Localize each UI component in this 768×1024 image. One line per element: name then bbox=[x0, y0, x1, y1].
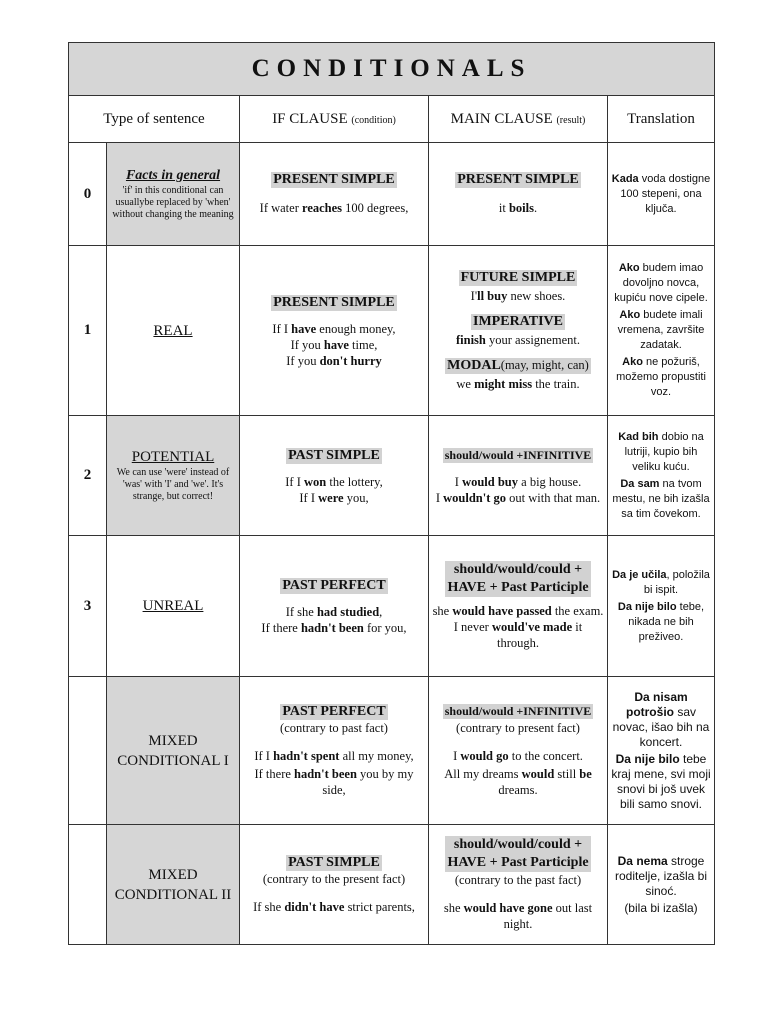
header-translation: Translation bbox=[608, 96, 715, 143]
example-text: she would have passed the exam. bbox=[432, 604, 604, 618]
tense-badge: should/would/could + HAVE + Past Participle bbox=[447, 562, 589, 595]
type-note: 'if' in this conditional can usuallybe replaced by 'when' without changing the meaning bbox=[112, 184, 234, 220]
translation-text: Da nije bilo tebe, nikada ne bih preživeo. bbox=[617, 600, 705, 643]
example-text: I would buy a big house. bbox=[454, 474, 582, 489]
if-clause-cell bbox=[240, 536, 429, 677]
example-text: If she didn't have strict parents, bbox=[253, 899, 415, 914]
tense-note: (contrary to past fact) bbox=[280, 720, 388, 735]
example-text: I wouldn't go out with that man. bbox=[435, 490, 601, 505]
example-text: it boils. bbox=[498, 201, 538, 215]
example-text: If there hadn't been for you, bbox=[261, 621, 407, 635]
example-text: All my dreams would still be dreams. bbox=[444, 766, 592, 797]
title-row bbox=[69, 43, 715, 96]
row-number: 1 bbox=[69, 246, 107, 416]
example-text: If you don't hurry bbox=[286, 353, 382, 368]
translation-text: Da sam na tvom mestu, ne bih izašla sa tim čovekom. bbox=[612, 477, 710, 520]
if-clause-cell bbox=[240, 825, 429, 945]
tense-badge: IMPERATIVE bbox=[473, 313, 563, 329]
translation-text: Kada voda dostigne 100 stepeni, ona ključa. bbox=[611, 172, 711, 215]
table-row bbox=[69, 246, 715, 416]
translation-text: Ako ne požuriš, možemo propustiti voz. bbox=[616, 356, 706, 398]
tense-badge: PRESENT SIMPLE bbox=[273, 172, 395, 187]
conditionals-sheet bbox=[68, 42, 714, 945]
tense-badge: PRESENT SIMPLE bbox=[457, 172, 579, 187]
page-title: CONDITIONALS bbox=[69, 43, 715, 96]
tense-badge: MODAL(may, might, can) bbox=[447, 357, 589, 373]
row-number bbox=[69, 677, 107, 825]
example-text: If I were you, bbox=[299, 490, 369, 505]
type-cell bbox=[107, 677, 240, 825]
row-number bbox=[69, 825, 107, 945]
translation-cell bbox=[608, 536, 715, 677]
main-clause-cell bbox=[429, 246, 608, 416]
tense-note: (contrary to present fact) bbox=[456, 720, 580, 735]
tense-badge: PRESENT SIMPLE bbox=[273, 294, 395, 310]
tense-badge: PAST SIMPLE bbox=[288, 854, 380, 870]
header-if-clause: IF CLAUSE (condition) bbox=[240, 96, 429, 143]
example-text: If I hadn't spent all my money, bbox=[254, 748, 414, 763]
type-label: MIXED CONDITIONAL II bbox=[114, 866, 232, 903]
example-text: If she had studied, bbox=[285, 605, 383, 619]
type-label: REAL bbox=[153, 322, 193, 339]
row-number: 3 bbox=[69, 536, 107, 677]
main-clause-cell bbox=[429, 416, 608, 536]
table-row bbox=[69, 825, 715, 945]
example-text: If I have enough money, bbox=[272, 321, 396, 336]
table-row bbox=[69, 536, 715, 677]
tense-badge: should/would +INFINITIVE bbox=[444, 447, 592, 462]
translation-cell bbox=[608, 143, 715, 246]
type-label: MIXED CONDITIONAL I bbox=[117, 732, 229, 769]
tense-badge: FUTURE SIMPLE bbox=[460, 269, 576, 285]
translation-cell bbox=[608, 246, 715, 416]
translation-text: Da je učila, položila bi ispit. bbox=[612, 568, 710, 596]
example-text: she would have gone out last night. bbox=[443, 900, 593, 931]
header-row bbox=[69, 96, 715, 143]
translation-text: Da nisam potrošio sav novac, išao bih na koncert. bbox=[612, 689, 710, 749]
translation-text: Ako budem imao dovoljno novca, kupiću nove cipele. bbox=[614, 262, 708, 304]
table-row bbox=[69, 143, 715, 246]
translation-text: Kad bih dobio na lutriji, kupio bih veliku kuću. bbox=[618, 430, 704, 473]
row-number: 0 bbox=[69, 143, 107, 246]
translation-cell bbox=[608, 416, 715, 536]
conditionals-table bbox=[68, 42, 715, 945]
if-clause-cell bbox=[240, 416, 429, 536]
example-text: we might miss the train. bbox=[456, 376, 580, 391]
if-clause-cell bbox=[240, 143, 429, 246]
main-clause-cell bbox=[429, 143, 608, 246]
translation-cell bbox=[608, 677, 715, 825]
tense-note: (contrary to the past fact) bbox=[454, 872, 582, 887]
example-text: finish your assignement. bbox=[456, 332, 580, 347]
example-text: I never would've made it through. bbox=[453, 620, 583, 650]
tense-badge: should/would/could + HAVE + Past Participle bbox=[447, 836, 589, 870]
header-main-clause: MAIN CLAUSE (result) bbox=[429, 96, 608, 143]
translation-text: Da nije bilo tebe kraj mene, svi moji snovi bi još uvek bili samo snovi. bbox=[611, 751, 711, 811]
if-clause-cell bbox=[240, 246, 429, 416]
example-text: If I won the lottery, bbox=[285, 474, 383, 489]
example-text: I'll buy new shoes. bbox=[470, 288, 566, 303]
row-number: 2 bbox=[69, 416, 107, 536]
tense-note: (contrary to the present fact) bbox=[262, 871, 406, 886]
translation-cell bbox=[608, 825, 715, 945]
type-cell bbox=[107, 143, 240, 246]
table-row bbox=[69, 677, 715, 825]
tense-badge: PAST SIMPLE bbox=[288, 447, 380, 463]
tense-badge: PAST PERFECT bbox=[282, 578, 386, 593]
example-text: If water reaches 100 degrees, bbox=[259, 201, 409, 215]
example-text: I would go to the concert. bbox=[453, 748, 583, 763]
type-label: Facts in general bbox=[125, 167, 221, 183]
tense-badge: PAST PERFECT bbox=[282, 703, 386, 719]
type-label: POTENTIAL bbox=[131, 448, 215, 465]
type-cell bbox=[107, 416, 240, 536]
type-label: UNREAL bbox=[142, 598, 204, 614]
main-clause-cell bbox=[429, 825, 608, 945]
translation-text: Ako budete imali vremena, završite zadatak. bbox=[617, 309, 705, 351]
type-cell bbox=[107, 536, 240, 677]
example-text: If you have time, bbox=[290, 337, 378, 352]
type-cell bbox=[107, 246, 240, 416]
if-clause-cell bbox=[240, 677, 429, 825]
example-text: If there hadn't been you by my side, bbox=[254, 766, 414, 797]
main-clause-cell bbox=[429, 677, 608, 825]
table-row bbox=[69, 416, 715, 536]
tense-badge: should/would +INFINITIVE bbox=[444, 703, 592, 718]
translation-text: Da nema stroge roditelje, izašla bi sinoć. bbox=[614, 853, 708, 898]
type-note: We can use 'were' instead of 'was' with 'I' and 'we'. It's strange, but correct! bbox=[116, 466, 230, 502]
header-type: Type of sentence bbox=[69, 96, 240, 143]
type-cell bbox=[107, 825, 240, 945]
main-clause-cell bbox=[429, 536, 608, 677]
translation-text: (bila bi izašla) bbox=[624, 900, 698, 915]
